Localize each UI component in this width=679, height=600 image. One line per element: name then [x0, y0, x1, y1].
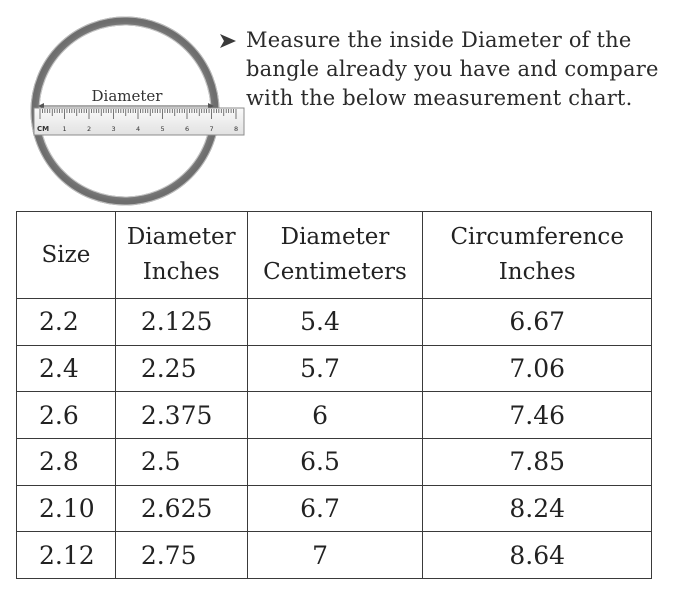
table-header-row	[17, 212, 652, 299]
table-row	[17, 485, 652, 532]
cell-size: 2.12	[17, 532, 116, 579]
table-row	[17, 392, 652, 439]
cell-diameter-cm: 7	[247, 532, 423, 579]
table-row	[17, 299, 652, 346]
cell-size: 2.2	[17, 299, 116, 346]
cell-diameter-inches: 2.25	[115, 345, 247, 392]
cell-diameter-inches: 2.125	[115, 299, 247, 346]
ruler-number: 8	[234, 125, 239, 133]
cell-diameter-inches: 2.625	[115, 485, 247, 532]
cell-size: 2.10	[17, 485, 116, 532]
instruction-block	[218, 26, 673, 113]
ruler-number: 4	[136, 125, 141, 133]
header-diameter-inches: Diameter Inches	[115, 212, 247, 299]
ruler-unit-label: CM	[37, 125, 50, 133]
cell-diameter-inches: 2.75	[115, 532, 247, 579]
header-diameter-centimeters: Diameter Centimeters	[247, 212, 423, 299]
cell-diameter-cm: 6.7	[247, 485, 423, 532]
table-row	[17, 345, 652, 392]
cell-circumference: 7.85	[423, 438, 652, 485]
cell-circumference: 8.24	[423, 485, 652, 532]
cell-diameter-cm: 6	[247, 392, 423, 439]
ruler-number: 1	[62, 125, 67, 133]
table-row	[17, 438, 652, 485]
cell-diameter-inches: 2.375	[115, 392, 247, 439]
ruler-number: 7	[209, 125, 214, 133]
ruler-number: 5	[160, 125, 165, 133]
header-circumference-inches: Circumference Inches	[423, 212, 652, 299]
cell-diameter-cm: 5.4	[247, 299, 423, 346]
cell-circumference: 8.64	[423, 532, 652, 579]
ruler	[34, 108, 244, 135]
table-row	[17, 532, 652, 579]
instruction-text: Measure the inside Diameter of the bangle already you have and compare with the below measurement chart.	[246, 28, 659, 110]
cell-circumference: 6.67	[423, 299, 652, 346]
cell-diameter-inches: 2.5	[115, 438, 247, 485]
ruler-number: 6	[185, 125, 190, 133]
arrowhead-bullet-icon	[218, 31, 238, 51]
diameter-label: Diameter	[91, 87, 163, 105]
cell-circumference: 7.46	[423, 392, 652, 439]
cell-size: 2.6	[17, 392, 116, 439]
ruler-number: 3	[111, 125, 116, 133]
cell-size: 2.4	[17, 345, 116, 392]
cell-size: 2.8	[17, 438, 116, 485]
cell-diameter-cm: 6.5	[247, 438, 423, 485]
cell-circumference: 7.06	[423, 345, 652, 392]
cell-diameter-cm: 5.7	[247, 345, 423, 392]
header-size: Size	[17, 212, 116, 299]
bangle-size-chart	[16, 211, 652, 579]
ruler-number: 2	[87, 125, 92, 133]
